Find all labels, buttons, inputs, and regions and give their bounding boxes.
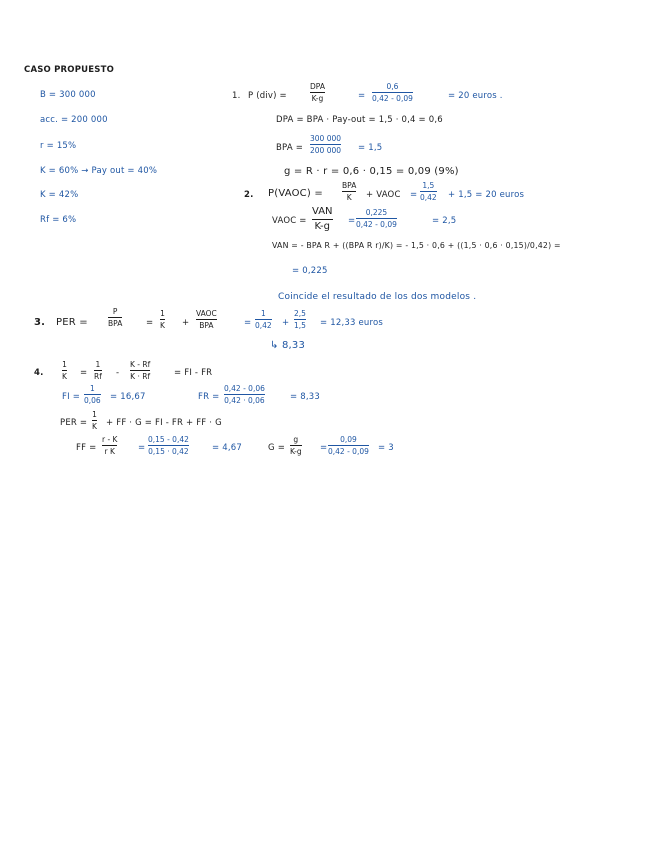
given-item: acc. = 200 000: [40, 115, 108, 125]
fraction: [148, 435, 189, 456]
result: = 12,33 euros: [320, 318, 384, 328]
equation-lhs: PER =: [56, 317, 88, 328]
fraction: [310, 82, 325, 103]
given-item: B = 300 000: [40, 90, 96, 100]
result: = 8,33: [290, 392, 320, 402]
result: = 20 euros .: [448, 91, 503, 101]
section-number: 2.: [244, 190, 254, 200]
denominator: K-g: [314, 221, 330, 232]
equation-lhs: G =: [268, 443, 286, 453]
equals-sign: =: [138, 443, 146, 453]
numerator: 1: [95, 360, 101, 369]
denominator: 0,06: [84, 396, 101, 405]
plus-sign: +: [182, 318, 190, 328]
numerator: 0,42 - 0,06: [224, 384, 265, 393]
plus-sign: +: [282, 318, 290, 328]
equation-lhs: FF =: [76, 443, 97, 453]
result: = 4,67: [212, 443, 242, 453]
numerator: 0,15 - 0,42: [148, 435, 189, 444]
fraction: [160, 309, 165, 330]
equation-lhs: PER =: [60, 418, 88, 428]
numerator: g: [293, 435, 299, 444]
numerator: 300 000: [310, 134, 342, 143]
equation-lhs: FR =: [198, 392, 220, 402]
denominator: BPA: [108, 319, 123, 328]
fraction: [328, 435, 369, 456]
equals-sign: =: [348, 216, 356, 226]
denominator: 0,42 - 0,09: [356, 220, 397, 229]
denominator: K-g: [311, 94, 324, 103]
plus-term: + VAOC: [366, 190, 401, 200]
denominator: Rf: [94, 372, 102, 381]
denominator: 1,5: [294, 321, 306, 330]
equation-lhs: BPA =: [276, 143, 304, 153]
numerator: VAOC: [196, 309, 217, 318]
numerator: 0,225: [365, 208, 388, 217]
result: + 1,5 = 20 euros: [448, 190, 525, 200]
fraction: [84, 384, 101, 405]
denominator: 0,42 · 0,06: [224, 396, 265, 405]
equation-lhs: P(VAOC) =: [268, 188, 323, 199]
numerator: 1: [92, 410, 97, 419]
equals-sign: =: [244, 318, 252, 328]
numerator: 1,5: [422, 181, 435, 190]
denominator: K-g: [290, 447, 302, 456]
result: = 1,5: [358, 143, 383, 153]
numerator: r - K: [102, 435, 118, 444]
denominator: K: [62, 372, 67, 381]
numerator: 2,5: [294, 309, 306, 318]
fraction: [224, 384, 265, 405]
page-title: CASO PROPUESTO: [24, 65, 115, 75]
equals-sign: =: [410, 190, 418, 200]
conclusion-note: Coincide el resultado de los dos modelos .: [278, 292, 477, 302]
result: = 3: [378, 443, 394, 453]
fraction: [312, 206, 333, 233]
result: + FF · G = FI - FR + FF · G: [106, 418, 222, 428]
van-result: = 0,225: [292, 266, 328, 276]
given-item: r = 15%: [40, 141, 77, 151]
fraction: [94, 360, 102, 381]
denominator: K: [346, 193, 352, 202]
fraction: [420, 181, 437, 202]
denominator: K: [92, 422, 97, 431]
numerator: VAN: [312, 206, 333, 217]
numerator: K - Rf: [130, 360, 151, 369]
result: = FI - FR: [174, 368, 213, 378]
numerator: P: [112, 307, 118, 316]
fraction: [102, 435, 117, 456]
numerator: 1: [160, 309, 165, 318]
numerator: BPA: [342, 181, 357, 190]
numerator: 1: [89, 384, 95, 393]
fraction: [92, 410, 97, 431]
numerator: 1: [260, 309, 266, 318]
result: = 2,5: [432, 216, 457, 226]
equals-sign: =: [320, 443, 328, 453]
section-number: 3.: [34, 317, 46, 328]
denominator: K · Rf: [130, 372, 151, 381]
given-item: K = 60% → Pay out = 40%: [40, 166, 158, 176]
section-number: 4.: [34, 368, 44, 378]
minus-sign: -: [116, 368, 120, 378]
section-number: 1.: [232, 91, 241, 101]
numerator: DPA: [310, 82, 325, 91]
equals-sign: =: [358, 91, 366, 101]
given-item: Rf = 6%: [40, 215, 77, 225]
fraction: [255, 309, 272, 330]
denominator: BPA: [199, 321, 214, 330]
equation-lhs: FI =: [62, 392, 81, 402]
fraction: [62, 360, 67, 381]
fraction: [108, 307, 122, 328]
equals-sign: =: [80, 368, 88, 378]
fraction: [310, 134, 341, 155]
equation-lhs: VAOC =: [272, 216, 307, 226]
dpa-line: DPA = BPA · Pay-out = 1,5 · 0,4 = 0,6: [276, 115, 443, 125]
fraction: [372, 82, 413, 103]
fraction: [196, 309, 217, 330]
denominator: 0,15 · 0,42: [148, 447, 189, 456]
numerator: 1: [62, 360, 67, 369]
g-line: g = R · r = 0,6 · 0,15 = 0,09 (9%): [284, 166, 459, 177]
denominator: K: [160, 321, 165, 330]
denominator: 0,42 - 0,09: [372, 94, 413, 103]
equals-sign: =: [146, 318, 154, 328]
equation-lhs: P (div) =: [248, 91, 287, 101]
denominator: 0,42: [420, 193, 437, 202]
numerator: 0,09: [340, 435, 357, 444]
fraction: [290, 435, 302, 456]
denominator: r K: [104, 447, 115, 456]
fraction: [342, 181, 356, 202]
denominator: 0,42 - 0,09: [328, 447, 369, 456]
fraction: [356, 208, 397, 229]
denominator: 200 000: [310, 146, 342, 155]
numerator: 0,6: [386, 82, 399, 91]
sub-result: ↳ 8,33: [270, 340, 306, 351]
van-line: VAN = - BPA R + ((BPA R r)/K) = - 1,5 · 0,6 + ((1,5 · 0,6 · 0,15)/0,42) =: [272, 241, 561, 250]
fraction: [130, 360, 150, 381]
result: = 16,67: [110, 392, 146, 402]
denominator: 0,42: [255, 321, 272, 330]
fraction: [294, 309, 306, 330]
given-item: K = 42%: [40, 190, 79, 200]
